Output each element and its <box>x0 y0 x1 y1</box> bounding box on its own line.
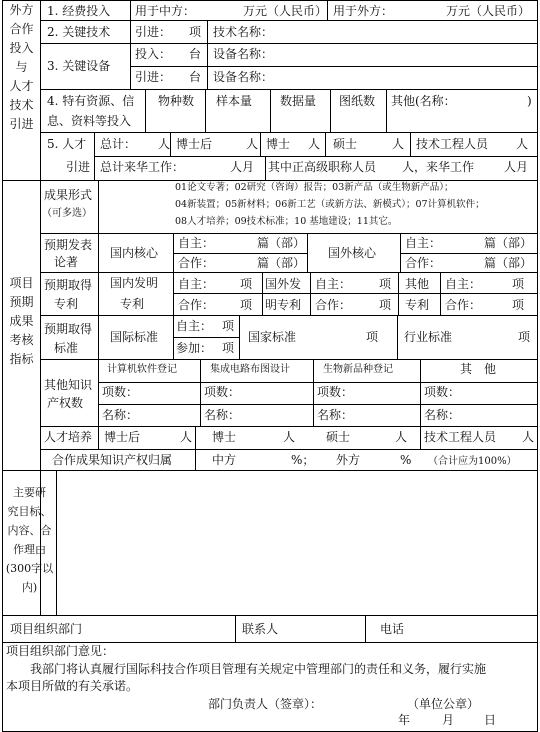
training-label: 人才培养 <box>44 430 93 444</box>
talent-total-unit[interactable]: 人 <box>158 137 171 151</box>
special-col-samples: 样本量 <box>216 94 253 108</box>
funding-label: 1. 经费投入 <box>47 4 111 18</box>
equip-label: 3. 关键设备 <box>47 59 111 73</box>
form-label-1: 成果形式 <box>44 188 93 202</box>
contact-label: 联系人 <box>242 622 279 636</box>
patents-design-2: 明专利 <box>265 298 302 312</box>
papers-domestic-coop-unit[interactable]: 篇（部） <box>257 256 306 270</box>
talent-engineer-label: 技术工程人员 <box>416 137 489 151</box>
equip-intro-unit[interactable]: 台 <box>189 70 202 84</box>
standards-industry: 行业标准 <box>404 330 453 344</box>
talent-total-label: 总计： <box>100 137 137 151</box>
opinion-line-1: 我部门将认真履行国际科技合作项目管理有关规定中管理部门的责任和义务，履行实施 <box>30 662 487 676</box>
patents-utility-coop: 合作： <box>315 298 352 312</box>
ownership-china: 中方 <box>212 453 237 467</box>
form-label-2: （可多选） <box>42 208 92 219</box>
foreign-input-label <box>3 3 40 136</box>
standards-label-1: 预期取得 <box>44 322 93 336</box>
ownership-note: （合计应为100%） <box>428 456 517 467</box>
ip-bio-count[interactable]: 项数： <box>317 385 354 399</box>
standards-self-unit[interactable]: 项 <box>222 319 235 333</box>
patents-domestic-coop: 合作： <box>178 298 215 312</box>
standards-national-unit[interactable]: 项 <box>366 330 379 344</box>
patents-other-2: 专利 <box>405 298 430 312</box>
special-col-data: 数据量 <box>280 94 317 108</box>
talent-master-unit[interactable]: 人 <box>392 137 405 151</box>
patents-other-self-unit[interactable]: 项 <box>512 277 525 291</box>
papers-domestic-self: 自主： <box>178 236 215 250</box>
signature-label: 部门负责人（签章）： <box>208 697 323 711</box>
ip-label-1: 其他知识 <box>44 378 93 392</box>
ip-other-count[interactable]: 项数： <box>424 385 461 399</box>
funding-china-label: 用于中方： <box>135 4 196 18</box>
talent-master-label: 硕士 <box>333 137 358 151</box>
training-master-unit[interactable]: 人 <box>395 430 408 444</box>
label-line: 考核 <box>9 333 34 347</box>
form-options-line-1: 01论文专著；02研究（咨询）报告；03新产品（或生物新产品）； <box>175 182 454 193</box>
standards-self: 自主： <box>176 319 213 333</box>
training-postdoc-unit[interactable]: 人 <box>180 430 193 444</box>
label-line: 项目 <box>9 276 34 290</box>
patents-domestic-1: 国内发明 <box>110 276 159 290</box>
tech-name-field[interactable]: 技术名称： <box>213 25 274 39</box>
tech-intro-label: 引进： <box>135 25 172 39</box>
label-line: 预期 <box>9 295 34 309</box>
form-options-line-3: 08人才培养；09技术标准；10 基地建设；11其它。 <box>175 216 398 227</box>
special-label-1: 4. 特有资源、信 <box>47 94 135 108</box>
training-engineer: 技术工程人员 <box>424 430 497 444</box>
patents-utility-coop-unit[interactable]: 项 <box>379 298 392 312</box>
contact-field[interactable] <box>290 617 362 641</box>
label-line: 主要研 <box>13 486 46 499</box>
phone-label: 电话 <box>380 622 405 636</box>
research-text-area[interactable] <box>58 472 536 614</box>
date-year: 年 <box>398 713 411 727</box>
training-engineer-unit[interactable]: 人 <box>522 430 535 444</box>
patents-domestic-self: 自主： <box>178 277 215 291</box>
standards-join-unit[interactable]: 项 <box>222 341 235 355</box>
talent-months-unit[interactable]: 人月 <box>230 160 255 174</box>
form-options-line-2: 04新装置；05新材料；06新工艺（或新方法、新模式）；07计算机软件； <box>175 199 485 210</box>
papers-domestic: 国内核心 <box>110 246 159 260</box>
patents-other-self: 自主： <box>445 277 482 291</box>
training-phd-unit[interactable]: 人 <box>283 430 296 444</box>
ip-software-count[interactable]: 项数： <box>102 385 139 399</box>
papers-foreign-self: 自主： <box>405 236 442 250</box>
seal-label: （单位公章） <box>407 697 480 711</box>
talent-phd-label: 博士 <box>266 137 291 151</box>
talent-senior-label: 其中正高级职称人员 <box>268 160 377 174</box>
standards-national: 国家标准 <box>248 330 297 344</box>
patents-other-coop-unit[interactable]: 项 <box>512 298 525 312</box>
talent-postdoc-unit[interactable]: 人 <box>246 137 259 151</box>
patents-domestic-self-unit[interactable]: 项 <box>240 277 253 291</box>
org-label: 项目组织部门 <box>10 622 83 636</box>
patents-other-1: 其他 <box>405 277 430 291</box>
ip-bio-name[interactable]: 名称： <box>317 408 354 422</box>
patents-label-1: 预期取得 <box>44 278 93 292</box>
standards-intl: 国际标准 <box>110 330 159 344</box>
ownership-foreign-pct[interactable]: % <box>400 453 412 467</box>
ownership-label: 合作成果知识产权归属 <box>52 453 173 467</box>
talent-phd-unit[interactable]: 人 <box>308 137 321 151</box>
ip-label-2: 产权数 <box>47 396 84 410</box>
ownership-china-pct[interactable]: %； <box>291 453 315 467</box>
equip-invest-unit[interactable]: 台 <box>189 47 202 61</box>
label-line: 究目标、 <box>7 505 52 518</box>
papers-foreign-coop-unit[interactable]: 篇（部） <box>484 256 533 270</box>
opinion-line-2: 本项目所做的有关承诺。 <box>6 679 139 693</box>
standards-label-2: 标准 <box>54 341 79 355</box>
funding-china-unit[interactable]: 万元（人民币） <box>243 4 328 18</box>
research-label <box>3 486 56 600</box>
papers-domestic-self-unit[interactable]: 篇（部） <box>257 236 306 250</box>
label-line: 内) <box>21 581 38 594</box>
date-day: 日 <box>484 713 497 727</box>
equip-intro-label: 引进： <box>135 70 172 84</box>
label-line: (300字以 <box>5 562 54 575</box>
talent-months-label: 总计来华工作： <box>100 160 185 174</box>
label-line: 与 <box>15 60 28 74</box>
ip-ic-count[interactable]: 项数： <box>204 385 241 399</box>
equip-name-field-1[interactable]: 设备名称： <box>213 47 274 61</box>
papers-domestic-coop: 合作： <box>178 256 215 270</box>
patents-design-1: 国外发 <box>265 277 302 291</box>
ip-head-software: 计算机软件登记 <box>107 364 177 375</box>
talent-label-1: 5. 人才 <box>47 137 87 151</box>
ip-head-other: 其 他 <box>460 362 497 376</box>
training-postdoc: 博士后 <box>104 430 141 444</box>
special-col-drawings: 图纸数 <box>339 94 376 108</box>
label-line: 外方 <box>9 3 34 17</box>
label-line: 合作 <box>9 22 34 36</box>
papers-label-2: 论著 <box>54 255 79 269</box>
ip-head-ic: 集成电路布图设计 <box>210 364 290 375</box>
talent-label-2: 引进 <box>66 160 91 174</box>
equip-invest-label: 投入： <box>135 47 172 61</box>
ip-other-name[interactable]: 名称： <box>424 408 461 422</box>
patents-domestic-coop-unit[interactable]: 项 <box>240 298 253 312</box>
patents-domestic-2: 专利 <box>120 297 145 311</box>
org-field[interactable] <box>96 617 232 641</box>
standards-join: 参加： <box>176 341 213 355</box>
ip-ic-name[interactable]: 名称： <box>204 408 241 422</box>
ip-head-bio: 生物新品种登记 <box>323 364 393 375</box>
label-line: 成果 <box>9 314 34 328</box>
patents-label-2: 专利 <box>54 297 79 311</box>
phone-field[interactable] <box>420 617 535 641</box>
equip-name-field-2[interactable]: 设备名称： <box>213 70 274 84</box>
ip-software-name[interactable]: 名称： <box>102 408 139 422</box>
special-label-2: 息、资料等投入 <box>47 114 132 128</box>
label-line: 指标 <box>9 352 34 366</box>
label-line: 内容、合 <box>7 524 52 537</box>
training-phd: 博士 <box>212 430 237 444</box>
special-col-other-close: ) <box>527 94 532 108</box>
papers-foreign-self-unit[interactable]: 篇（部） <box>484 236 533 250</box>
patents-utility-self: 自主： <box>315 277 352 291</box>
training-master: 硕士 <box>326 430 351 444</box>
label-line: 引进 <box>9 117 34 131</box>
papers-foreign: 国外核心 <box>328 246 377 260</box>
talent-senior-unit[interactable]: 人，来华工作 <box>402 160 475 174</box>
targets-label <box>3 276 40 371</box>
standards-industry-unit[interactable]: 项 <box>518 330 531 344</box>
date-month: 月 <box>442 713 455 727</box>
label-line: 技术 <box>9 98 34 112</box>
special-col-species: 物种数 <box>158 94 195 108</box>
papers-foreign-coop: 合作： <box>405 256 442 270</box>
talent-engineer-unit[interactable]: 人 <box>516 137 529 151</box>
opinion-title: 项目组织部门意见： <box>6 644 115 658</box>
special-col-other: 其他(名称： <box>391 94 456 108</box>
talent-senior-months[interactable]: 人月 <box>504 160 529 174</box>
tech-label: 2. 关键技术 <box>47 25 111 39</box>
funding-foreign-label: 用于外方： <box>333 4 394 18</box>
label-line: 人才 <box>9 79 34 93</box>
funding-foreign-unit[interactable]: 万元（人民币） <box>446 4 531 18</box>
label-line: 投入 <box>9 41 34 55</box>
ownership-foreign: 外方 <box>336 453 361 467</box>
patents-other-coop: 合作： <box>445 298 482 312</box>
label-line: 作理由 <box>13 543 46 556</box>
talent-postdoc-label: 博士后 <box>176 137 213 151</box>
patents-utility-self-unit[interactable]: 项 <box>379 277 392 291</box>
papers-label-1: 预期发表 <box>44 238 93 252</box>
tech-unit[interactable]: 项 <box>189 25 202 39</box>
